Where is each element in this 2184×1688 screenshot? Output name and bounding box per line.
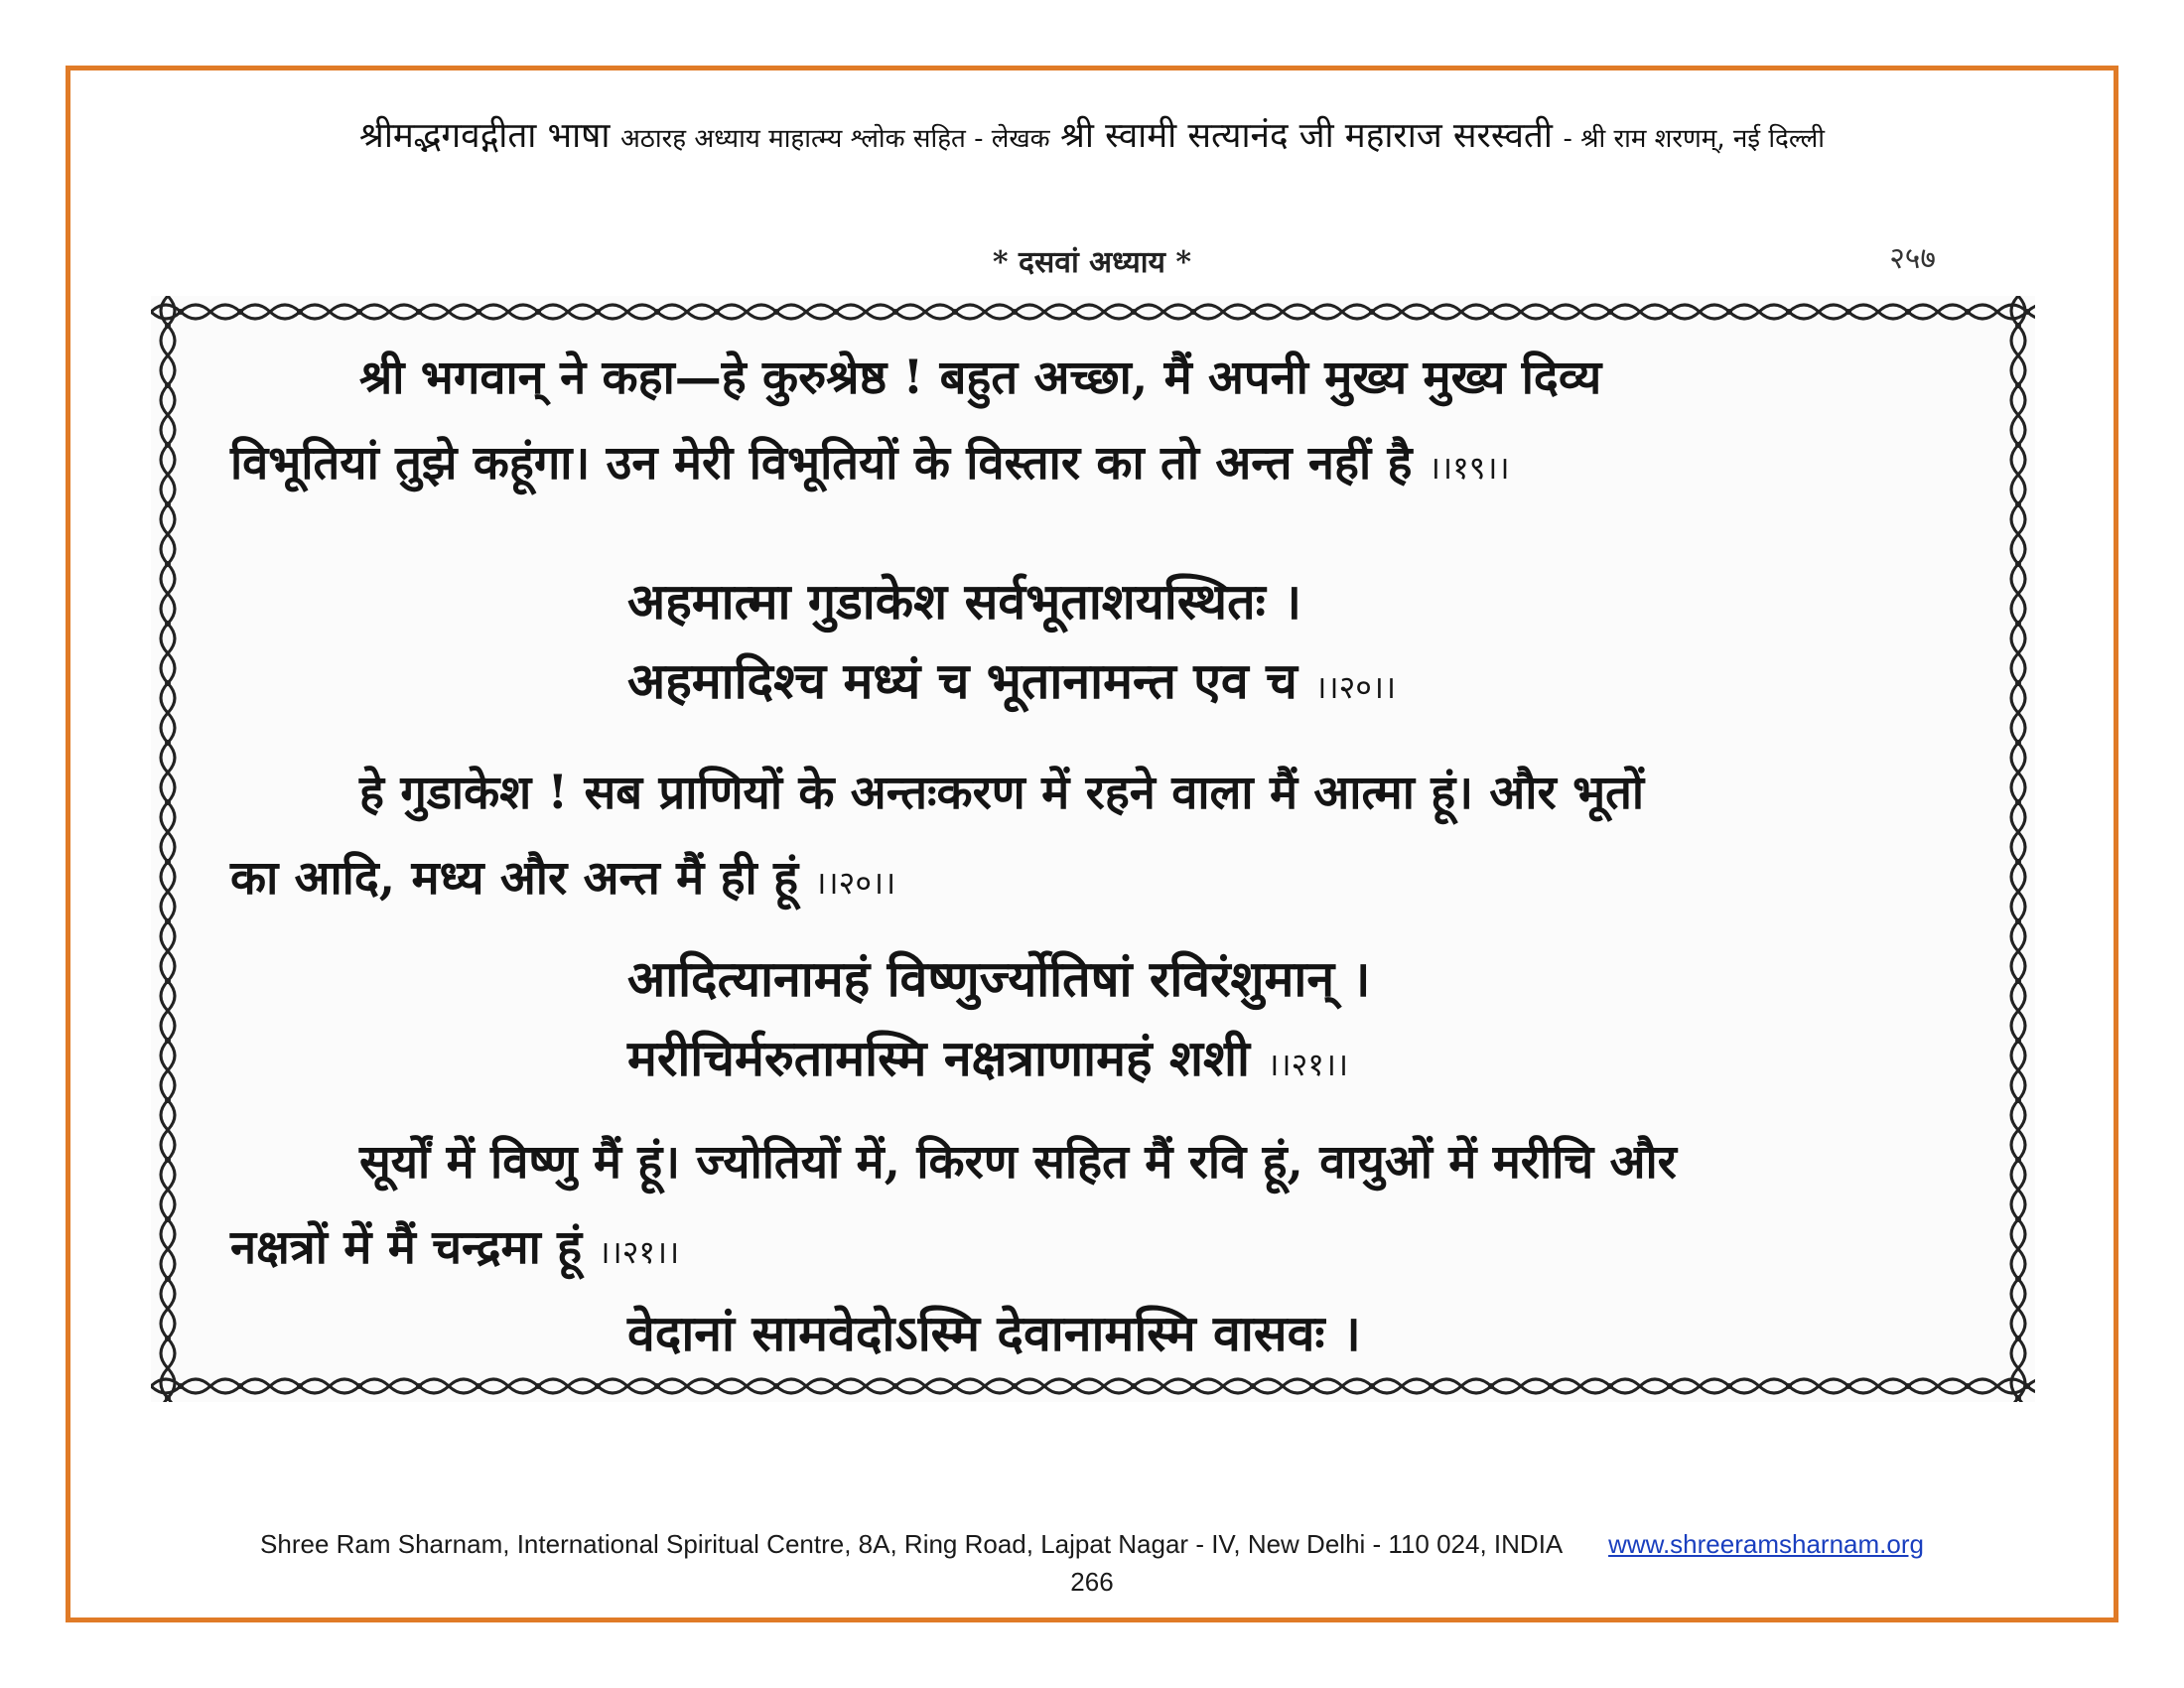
header-subtitle: अठारह अध्याय माहात्म्य श्लोक सहित - लेखक xyxy=(619,124,1050,154)
verse-line: आदित्यानामहं विष्णुर्ज्योतिषां रविरंशुमान् । xyxy=(627,949,1371,1008)
prose-line: हे गुडाकेश ! सब प्राणियों के अन्तःकरण में रहने वाला मैं आत्मा हूं। और भूतों xyxy=(359,766,1645,820)
verse-line: अहमादिश्च मध्यं च भूतानामन्त एव च ।।२०।। xyxy=(627,651,1397,710)
prose-line: विभूतियां तुझे कहूंगा। उन मेरी विभूतियों के विस्तार का तो अन्त नहीं है xyxy=(230,436,1413,491)
prose-line: का आदि, मध्य और अन्त मैं ही हूं xyxy=(230,851,799,906)
header-publisher: - श्री राम शरणम्, नई दिल्ली xyxy=(1563,124,1825,154)
verse-number: ।।१९।। xyxy=(1428,449,1510,487)
verse-number: ।।२०।। xyxy=(1314,668,1397,706)
header-author: श्री स्वामी सत्यानंद जी महाराज सरस्वती xyxy=(1060,116,1553,156)
prose-paragraph xyxy=(230,1120,1958,1295)
prose-line: श्री भगवान् ने कहा—हे कुरुश्रेष्ठ ! बहुत अच्छा, मैं अपनी मुख्य मुख्य दिव्य xyxy=(359,351,1602,405)
footer-address: Shree Ram Sharnam, International Spiritual Centre, 8A, Ring Road, Lajpat Nagar - IV, New Delhi - 110 024, INDIA xyxy=(260,1529,1562,1559)
verse-number: ।।२०।। xyxy=(814,864,896,902)
page-number: 266 xyxy=(1070,1567,1114,1597)
ornamental-border-right xyxy=(2001,296,2035,1402)
verse-line: अहमात्मा गुडाकेश सर्वभूताशयस्थितः । xyxy=(627,572,1302,631)
ornamental-border-bottom xyxy=(151,1370,2035,1402)
footer xyxy=(89,1529,2095,1560)
prose-paragraph xyxy=(230,751,1958,925)
scanned-page-header xyxy=(149,234,2035,284)
verse-number: ।।२१।। xyxy=(598,1233,680,1271)
verse-number: ।।२१।। xyxy=(1267,1046,1349,1083)
chapter-title: * दसवां अध्याय * xyxy=(992,245,1192,280)
ornamental-border-left xyxy=(151,296,185,1402)
ornamental-border-top xyxy=(151,296,2035,328)
scanned-page xyxy=(151,296,2035,1402)
document-header xyxy=(89,111,2095,158)
verse-line: वेदानां सामवेदोऽस्मि देवानामस्मि वासवः । xyxy=(627,1304,1361,1362)
prose-line: नक्षत्रों में मैं चन्द्रमा हूं xyxy=(230,1220,583,1275)
sanskrit-verse xyxy=(627,939,1918,1104)
sanskrit-verse xyxy=(627,562,1918,727)
verse-line: मरीचिर्मरुतामस्मि नक्षत्राणामहं शशी ।।२१।। xyxy=(627,1029,1349,1087)
prose-line: सूर्यों में विष्णु मैं हूं। ज्योतियों में, किरण सहित मैं रवि हूं, वायुओं में मरीचि और xyxy=(359,1135,1677,1190)
sanskrit-verse xyxy=(627,1294,1918,1373)
scanned-text-body xyxy=(230,336,1958,1362)
prose-paragraph xyxy=(230,336,1958,510)
website-link[interactable]: www.shreeramsharnam.org xyxy=(1608,1529,1924,1559)
header-title: श्रीमद्भगवद्गीता भाषा xyxy=(359,116,611,156)
scanned-page-number: २५७ xyxy=(1889,241,1936,276)
